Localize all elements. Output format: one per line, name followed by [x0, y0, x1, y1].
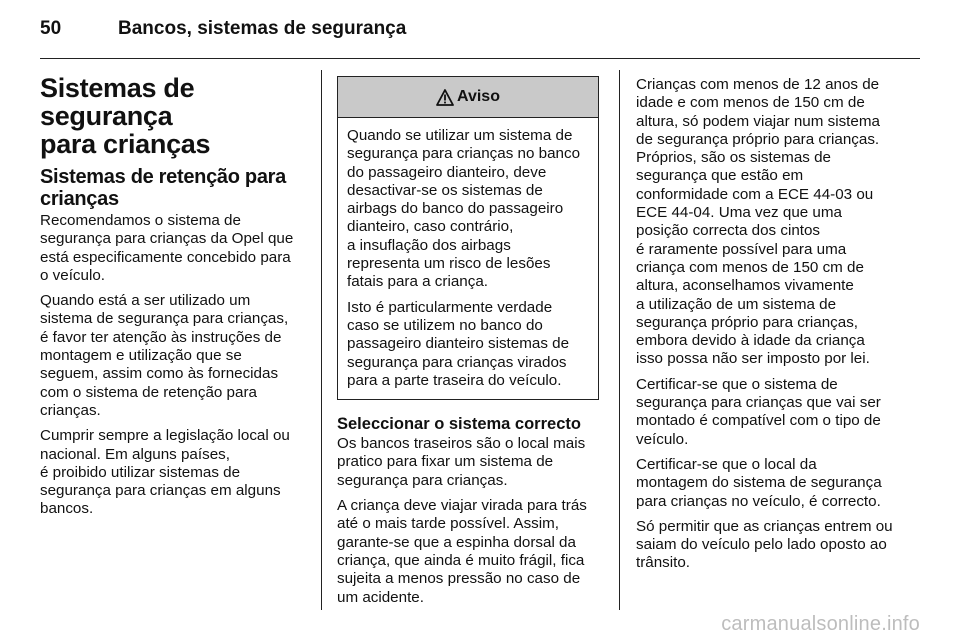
subsection-title: Sistemas de retenção para crianças	[40, 166, 286, 210]
paragraph: Certificar-se que o sistema de segurança para crianças que vai ser montado é compatível com o tipo de veículo.	[636, 375, 881, 448]
column-3	[636, 76, 906, 580]
column-divider-2	[619, 70, 620, 610]
warning-paragraph: Quando se utilizar um sistema de segurança para crianças no banco do passageiro dianteiro, deve desactivar-se os sistemas de airbags do banco do passageiro dianteiro, caso contrário, a insuflação dos airbags representa um risco de lesões fatais para a criança.	[347, 127, 581, 291]
subsection-heading: Seleccionar o sistema correcto	[337, 415, 581, 434]
section-title: Sistemas de segurança para crianças	[40, 73, 211, 159]
warning-header	[338, 77, 598, 118]
header-rule	[40, 58, 920, 59]
paragraph: A criança deve viajar virada para trás até o mais tarde possível. Assim, garante-se que a espinha dorsal da criança, que ainda é muito frágil, fica sujeita a menos pressão no caso de um acidente.	[337, 497, 587, 606]
column-1	[40, 74, 306, 526]
page-number: 50	[40, 18, 62, 39]
watermark: carmanualsonline.info	[721, 613, 920, 635]
paragraph: Quando está a ser utilizado um sistema de segurança para crianças, é favor ter atenção às instruções de montagem e utilização que se seguem, assim como às fornecidas com o sistema de retenção para crianças.	[40, 292, 289, 419]
column-divider-1	[321, 70, 322, 610]
warning-body	[338, 118, 598, 399]
warning-triangle-icon	[436, 89, 454, 106]
warning-paragraph: Isto é particularmente verdade caso se utilizem no banco do passageiro dianteiro sistemas de segurança para crianças virados para a parte traseira do veículo.	[347, 298, 570, 389]
paragraph: Crianças com menos de 12 anos de idade e com menos de 150 cm de altura, só podem viajar num sistema de segurança próprio para crianças. Próprios, são os sistemas de segurança que estão em conformidade com a ECE 44-03 ou ECE 44-04. Uma vez que uma posição correcta dos cintos é raramente possível para uma criança com menos de 150 cm de altura, aconselhamos vivamente a utilização de um sistema de segurança próprio para crianças, embora devido à idade da criança isso possa não ser imposto por lei.	[636, 76, 880, 368]
paragraph: Recomendamos o sistema de segurança para crianças da Opel que está especificamente concebido para o veículo.	[40, 212, 294, 284]
warning-box	[337, 76, 599, 400]
warning-label: Aviso	[457, 87, 500, 105]
paragraph: Cumprir sempre a legislação local ou nacional. Em alguns países, é proibido utilizar sistemas de segurança para crianças em alguns bancos.	[40, 427, 290, 518]
chapter-title: Bancos, sistemas de segurança	[118, 18, 407, 39]
column-2	[337, 76, 603, 614]
paragraph: Certificar-se que o local da montagem do sistema de segurança para crianças no veículo, é correcto.	[636, 455, 882, 510]
paragraph: Só permitir que as crianças entrem ou saiam do veículo pelo lado oposto ao trânsito.	[636, 517, 893, 572]
paragraph: Os bancos traseiros são o local mais pratico para fixar um sistema de segurança para crianças.	[337, 435, 586, 489]
